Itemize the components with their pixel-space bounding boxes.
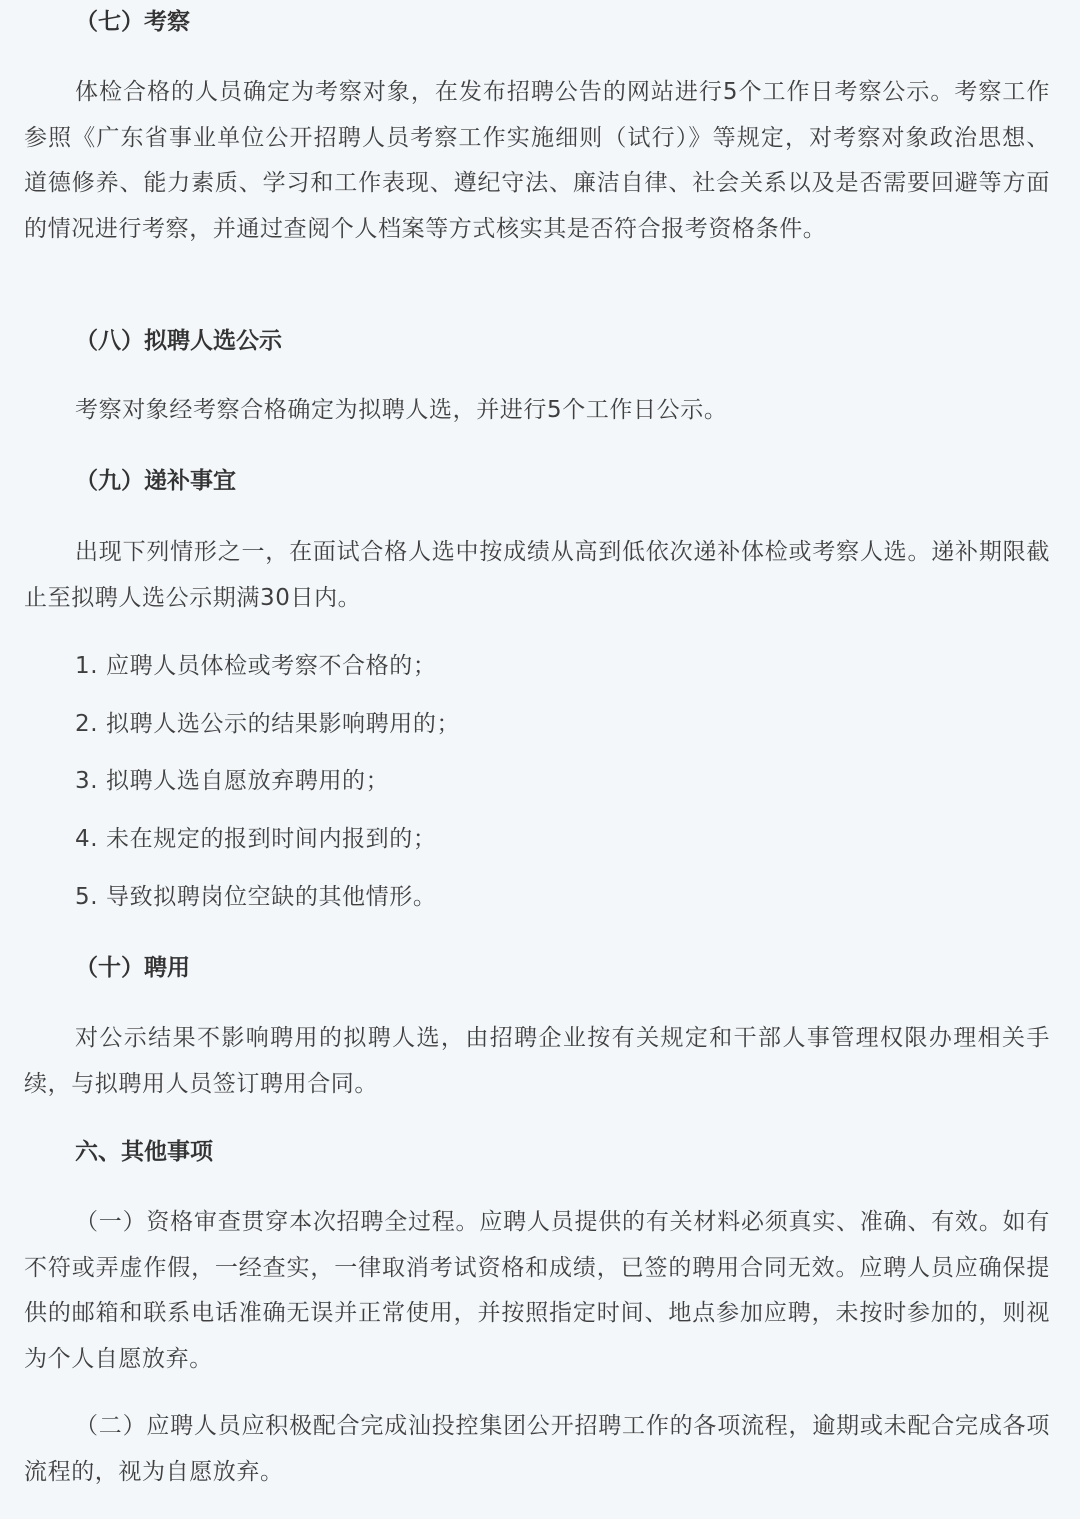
section-heading-inspection: （七）考察	[75, 9, 190, 35]
list-item: 5. 导致拟聘岗位空缺的其他情形。	[75, 884, 437, 910]
section-heading-other-matters: 六、其他事项	[75, 1139, 213, 1165]
section-heading-replacement: （九）递补事宜	[75, 468, 236, 494]
paragraph-other-matters-2: （二）应聘人员应积极配合完成汕投控集团公开招聘工作的各项流程，逾期或未配合完成各项流程的，视为自愿放弃。	[24, 1413, 1050, 1485]
paragraph-replacement: 出现下列情形之一，在面试合格人选中按成绩从高到低依次递补体检或考察人选。递补期限截止至拟聘人选公示期满30日内。	[24, 539, 1050, 611]
paragraph-other-matters-1: （一）资格审查贯穿本次招聘全过程。应聘人员提供的有关材料必须真实、准确、有效。如有不符或弄虚作假，一经查实，一律取消考试资格和成绩，已签的聘用合同无效。应聘人员应确保提供的邮箱和联系电话准确无误并正常使用，并按照指定时间、地点参加应聘，未按时参加的，则视为个人自愿放弃。	[24, 1209, 1050, 1372]
list-item: 3. 拟聘人选自愿放弃聘用的；	[75, 768, 390, 794]
list-item: 2. 拟聘人选公示的结果影响聘用的；	[75, 711, 461, 737]
paragraph-employment: 对公示结果不影响聘用的拟聘人选，由招聘企业按有关规定和干部人事管理权限办理相关手续，与拟聘用人员签订聘用合同。	[24, 1025, 1050, 1097]
section-heading-employment: （十）聘用	[75, 955, 190, 981]
list-item: 1. 应聘人员体检或考察不合格的；	[75, 653, 437, 679]
paragraph-publicity: 考察对象经考察合格确定为拟聘人选，并进行5个工作日公示。	[75, 397, 728, 423]
paragraph-inspection: 体检合格的人员确定为考察对象，在发布招聘公告的网站进行5个工作日考察公示。考察工作参照《广东省事业单位公开招聘人员考察工作实施细则（试行）》等规定，对考察对象政治思想、道德修养、能力素质、学习和工作表现、遵纪守法、廉洁自律、社会关系以及是否需要回避等方面的情况进行考察，并通过查阅个人档案等方式核实其是否符合报考资格条件。	[24, 79, 1050, 242]
list-item: 4. 未在规定的报到时间内报到的；	[75, 826, 437, 852]
section-heading-publicity: （八）拟聘人选公示	[75, 328, 282, 354]
